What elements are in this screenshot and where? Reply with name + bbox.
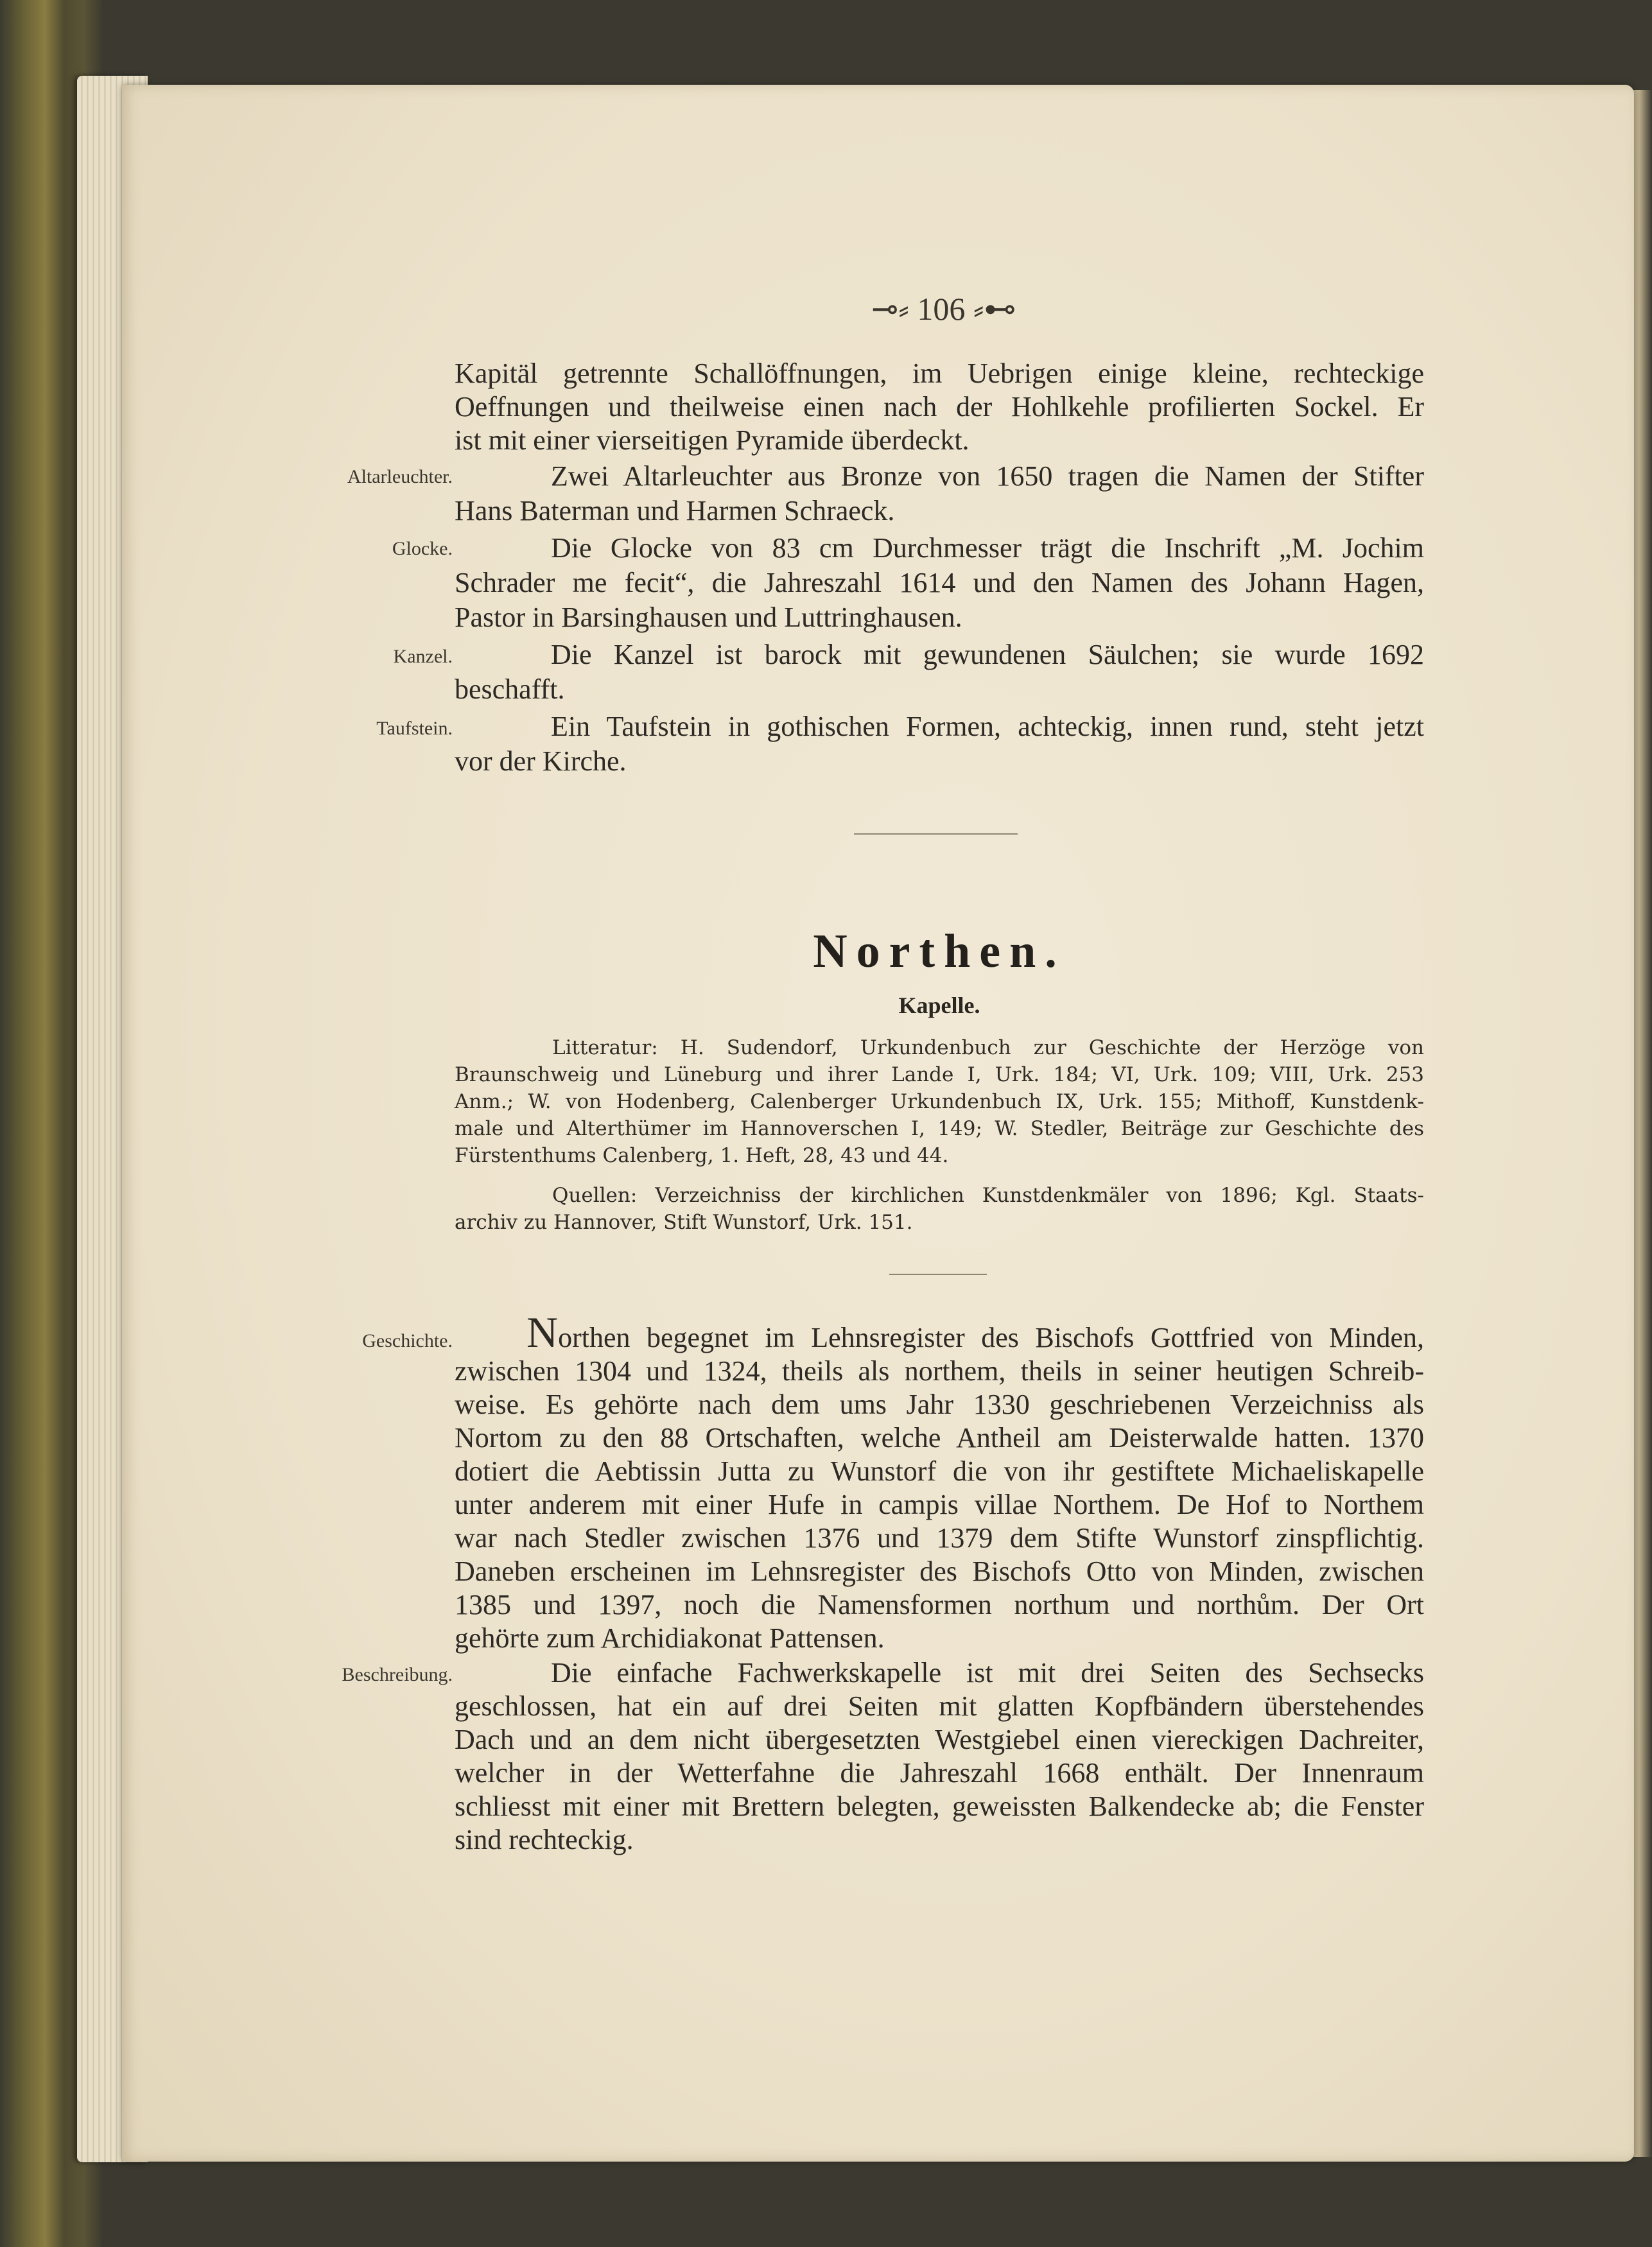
history-line: 1385 und 1397, noch die Namensformen northum und northům. Der Ort — [455, 1589, 1424, 1620]
description-line: sind rechteckig. — [455, 1824, 634, 1855]
sources-line: archiv zu Hannover, Stift Wunstorf, Urk. 151. — [455, 1211, 913, 1234]
section-divider — [854, 833, 1018, 835]
body-line: Oeffnungen und theilweise einen nach der Hohlkehle profilierten Sockel. Er — [455, 391, 1424, 422]
history-line: zwischen 1304 und 1324, theils als northem, theils in seiner heutigen Schreib- — [455, 1355, 1424, 1387]
body-line: Ein Taufstein in gothischen Formen, achteckig, innen rund, steht jetzt — [551, 711, 1424, 742]
history-line: unter anderem mit einer Hufe in campis villae Northem. De Hof to Northem — [455, 1489, 1424, 1520]
margin-note-altarleuchter: Altarleuchter. — [347, 466, 453, 487]
margin-note-glocke: Glocke. — [392, 538, 453, 559]
margin-note-taufstein: Taufstein. — [376, 718, 453, 739]
body-line: Zwei Altarleuchter aus Bronze von 1650 tragen die Namen der Stifter — [551, 460, 1424, 492]
margin-note-beschreibung: Beschreibung. — [342, 1664, 453, 1685]
body-line: Die Kanzel ist barock mit gewundenen Säulchen; sie wurde 1692 — [551, 639, 1424, 670]
section-subtitle: Kapelle. — [898, 993, 980, 1018]
section-divider — [889, 1274, 987, 1275]
body-line: beschafft. — [455, 673, 565, 705]
section-title: Northen. — [813, 925, 1066, 978]
history-line: war nach Stedler zwischen 1376 und 1379 dem Stifte Wunstorf zinspflichtig. — [455, 1522, 1424, 1554]
sources-line: Quellen: Verzeichniss der kirchlichen Kunstdenkmäler von 1896; Kgl. Staats- — [552, 1184, 1424, 1207]
history-line: dotiert die Aebtissin Jutta zu Wunstorf die von ihr gestiftete Michaeliskapelle — [455, 1455, 1424, 1487]
description-line: Dach und an dem nicht übergesetzten Westgiebel einen viereckigen Dachreiter, — [455, 1724, 1424, 1755]
history-line: gehörte zum Archidiakonat Pattensen. — [455, 1622, 885, 1654]
literature-line: male und Alterthümer im Hannoverschen I, 149; W. Stedler, Beiträge zur Geschichte des — [455, 1117, 1424, 1140]
body-line: Pastor in Barsinghausen und Luttringhausen. — [455, 602, 962, 633]
body-line: Schrader me fecit“, die Jahreszahl 1614 und den Namen des Johann Hagen, — [455, 567, 1424, 598]
history-line: weise. Es gehörte nach dem ums Jahr 1330 geschriebenen Verzeichniss als — [455, 1389, 1424, 1420]
history-line: Northen begegnet im Lehnsregister des Bischofs Gottfried von Minden, — [526, 1308, 1424, 1357]
literature-line: Braunschweig und Lüneburg und ihrer Lande I, Urk. 184; VI, Urk. 109; VIII, Urk. 253 — [455, 1063, 1424, 1086]
margin-note-kanzel: Kanzel. — [393, 646, 453, 667]
body-line: Hans Baterman und Harmen Schraeck. — [455, 495, 895, 526]
description-line: geschlossen, hat ein auf drei Seiten mit glatten Kopfbändern überstehendes — [455, 1690, 1424, 1722]
description-line: schliesst mit einer mit Brettern belegten, geweissten Balkendecke ab; die Fenster — [455, 1791, 1424, 1822]
body-line: vor der Kirche. — [455, 745, 627, 777]
description-line: Die einfache Fachwerkskapelle ist mit drei Seiten des Sechsecks — [551, 1657, 1424, 1688]
description-line: welcher in der Wetterfahne die Jahreszahl 1668 enthält. Der Innenraum — [455, 1757, 1424, 1789]
body-line: ist mit einer vierseitigen Pyramide überdeckt. — [455, 424, 969, 456]
literature-line: Fürstenthums Calenberg, 1. Heft, 28, 43 und 44. — [455, 1144, 949, 1167]
body-line: Die Glocke von 83 cm Durchmesser trägt die Inschrift „M. Jochim — [551, 532, 1424, 564]
history-line: Daneben erscheinen im Lehnsregister des Bischofs Otto von Minden, zwischen — [455, 1556, 1424, 1587]
literature-line: Litteratur: H. Sudendorf, Urkundenbuch zur Geschichte der Herzöge von — [552, 1036, 1424, 1059]
history-line: Nortom zu den 88 Ortschaften, welche Antheil am Deisterwalde hatten. 1370 — [455, 1422, 1424, 1453]
literature-line: Anm.; W. von Hodenberg, Calenberger Urkundenbuch IX, Urk. 155; Mithoff, Kunstdenk- — [455, 1090, 1424, 1113]
margin-note-geschichte: Geschichte. — [362, 1330, 453, 1351]
page-header: ⊸⸗ 106 ⸗⊷ — [871, 291, 1016, 327]
drop-cap: N — [526, 1308, 559, 1357]
body-line: Kapitäl getrennte Schallöffnungen, im Uebrigen einige kleine, rechteckige — [455, 358, 1424, 389]
